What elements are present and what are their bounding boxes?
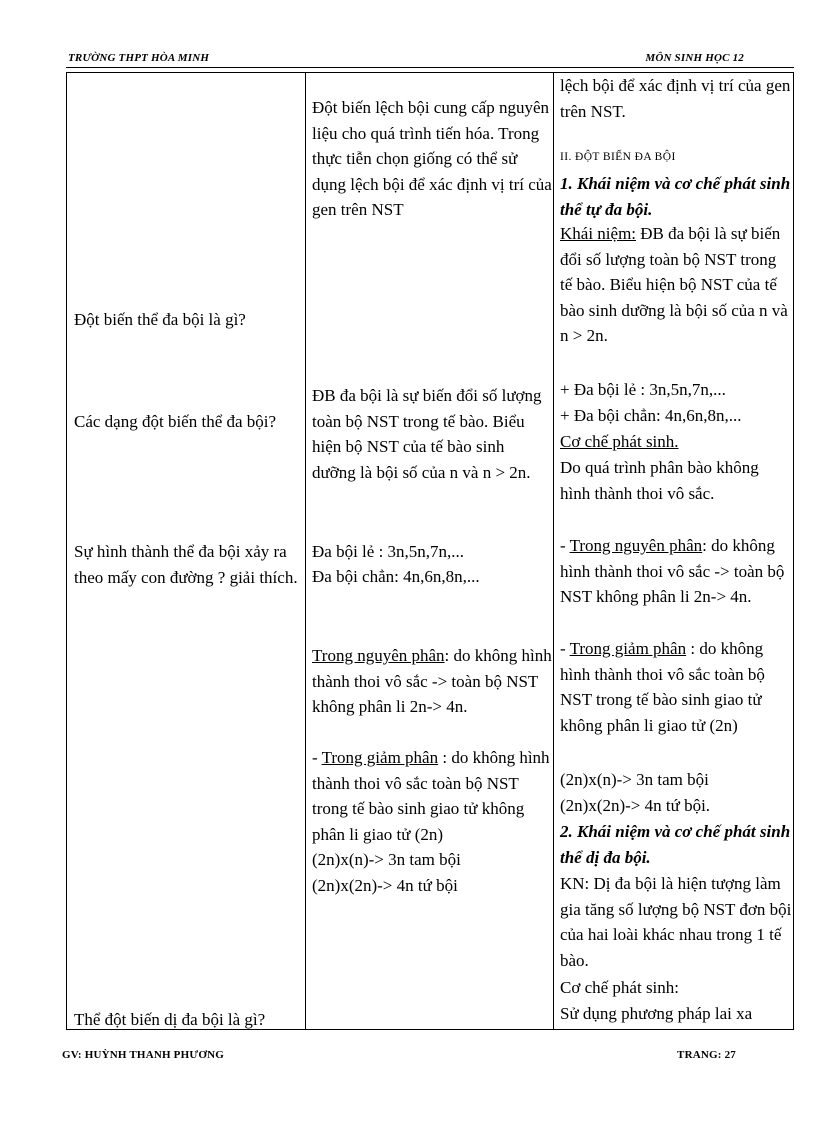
question-4: Thể đột biến dị đa bội là gì?: [74, 1010, 266, 1029]
giam-phan-label: Trong giảm phân: [321, 748, 439, 767]
note-tam-boi: (2n)x(n)-> 3n tam bội: [560, 770, 709, 789]
question-2: Các dạng đột biến thể đa bội?: [74, 412, 277, 431]
heading-di-da-boi: 2. Khái niệm và cơ chế phát sinh thể dị đa bội.: [560, 822, 791, 867]
section-heading: II. ĐỘT BIẾN ĐA BỘI: [560, 151, 676, 163]
note-giam-phan: [560, 636, 792, 738]
answer-lech-boi: Đột biến lệch bội cung cấp nguyên liệu cho quá trình tiến hóa. Trong thực tiễn chọn giống có thể sử dụng lệch bội để xác định vị trí của gen trên NST: [312, 98, 552, 219]
note-kn-di-da-boi: KN: Dị đa bội là hiện tượng làm gia tăng số lượng bộ NST đơn bội của hai loài khác nhau trong 1 tế bào.: [560, 874, 792, 970]
footer-page: TRANG: 27: [677, 1049, 736, 1061]
header-school: TRƯỜNG THPT HÒA MINH: [68, 52, 210, 64]
giam-phan-prefix: -: [312, 748, 322, 767]
giam-phan-text: : do không hình thành thoi vô sắc toàn bộ NST trong tế bào sinh giao tử không phân li giao tử (2n): [312, 748, 550, 844]
nguyen-phan-text: : do không hình thành thoi vô sắc -> toàn bộ NST không phân li 2n-> 4n.: [312, 646, 552, 716]
column-divider-2: [553, 73, 554, 1029]
note-co-che-label: Cơ chế phát sinh.: [560, 432, 679, 451]
answer-tu-boi: (2n)x(2n)-> 4n tứ bội: [312, 876, 458, 895]
note-nguyen-phan: [560, 533, 792, 610]
np-label: Trong nguyên phân: [569, 536, 703, 555]
note-da-boi-le: + Đa bội lẻ : 3n,5n,7n,...: [560, 380, 726, 399]
footer-teacher: GV: HUỲNH THANH PHƯƠNG: [62, 1049, 224, 1061]
note-co-che-text: Do quá trình phân bào không hình thành thoi vô sắc.: [560, 458, 759, 503]
column-divider-1: [305, 73, 306, 1029]
np-text: : do không hình thành thoi vô sắc -> toàn bộ NST không phân li 2n-> 4n.: [560, 536, 785, 606]
header-subject: MÔN SINH HỌC 12: [645, 52, 744, 64]
answer-nguyen-phan: [312, 643, 552, 720]
note-co-che-2: Cơ chế phát sinh:: [560, 978, 679, 997]
answer-da-boi-definition: ĐB đa bội là sự biến đổi số lượng toàn bộ NST trong tế bào. Biểu hiện bộ NST của tế bào sinh dưỡng là bội số của n và n > 2n.: [312, 386, 542, 482]
answer-da-boi-chan: Đa bội chẳn: 4n,6n,8n,...: [312, 567, 480, 586]
khai-niem-label: Khái niệm:: [560, 224, 637, 243]
np-prefix: -: [560, 536, 570, 555]
note-lech-boi-cont: lệch bội để xác định vị trí của gen trên NST.: [560, 76, 791, 121]
nguyen-phan-label: Trong nguyên phân: [312, 646, 445, 665]
question-3: Sự hình thành thể đa bội xảy ra theo mấy con đường ? giải thích.: [74, 542, 298, 587]
note-tu-boi: (2n)x(2n)-> 4n tứ bội.: [560, 796, 711, 815]
question-1: Đột biến thể đa bội là gì?: [74, 310, 246, 329]
note-khai-niem: [560, 221, 792, 349]
heading-tu-da-boi: 1. Khái niệm và cơ chế phát sinh thể tự đa bội.: [560, 174, 791, 219]
header-divider: [66, 67, 794, 68]
answer-tam-boi: (2n)x(n)-> 3n tam bội: [312, 850, 461, 869]
gp-text: : do không hình thành thoi vô sắc toàn bộ NST trong tế bào sinh giao tử không phân li giao tử (2n): [560, 639, 765, 735]
gp-label: Trong giảm phân: [569, 639, 687, 658]
note-lai-xa: Sử dụng phương pháp lai xa: [560, 1004, 753, 1023]
khai-niem-text: ĐB đa bội là sự biến đổi số lượng toàn bộ NST trong tế bào. Biểu hiện bộ NST của tế bào sinh dưỡng là bội số của n và n > 2n.: [560, 224, 788, 345]
gp-prefix: -: [560, 639, 570, 658]
content-table: [66, 72, 794, 1030]
answer-da-boi-le: Đa bội lẻ : 3n,5n,7n,...: [312, 542, 465, 561]
note-da-boi-chan: + Đa bội chẳn: 4n,6n,8n,...: [560, 406, 742, 425]
answer-giam-phan: [312, 745, 552, 847]
